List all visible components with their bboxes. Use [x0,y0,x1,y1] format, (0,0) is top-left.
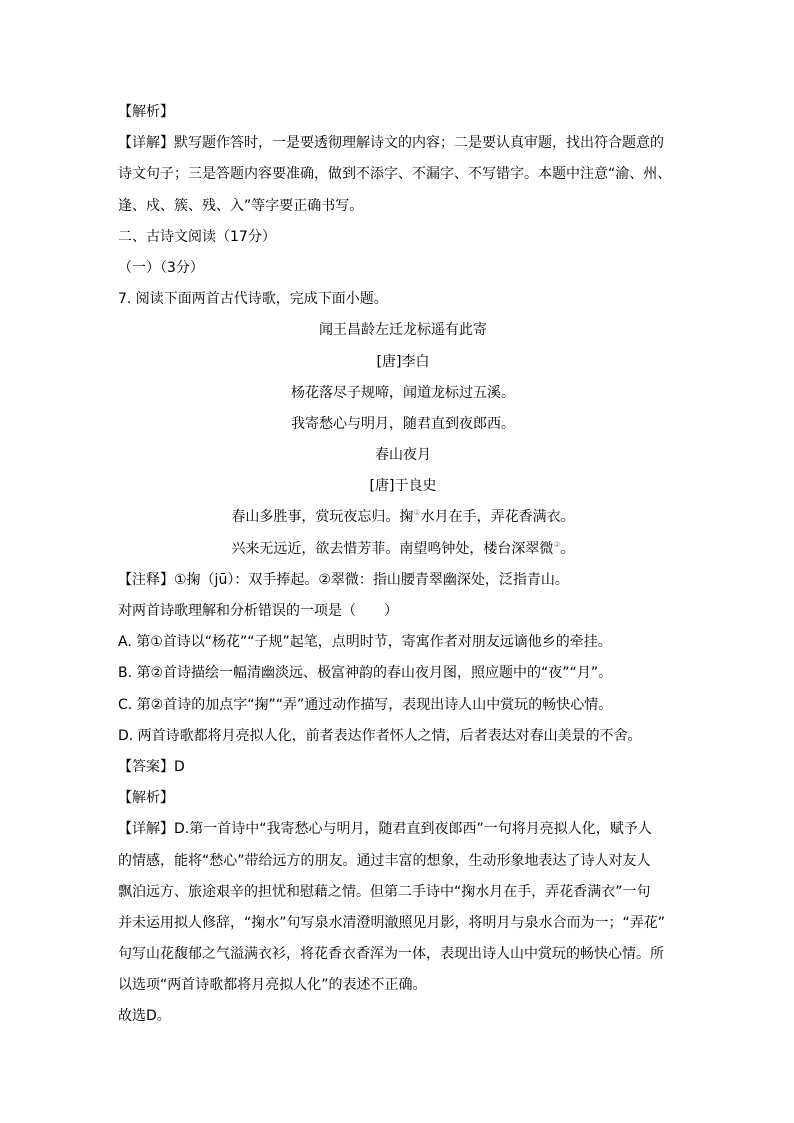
poem2-line [118,502,688,533]
detail-line: 句写山花馥郁之气溢满衣衫，将花香衣香浑为一体，表现出诗人山中赏玩的畅快心情。所 [118,946,664,963]
poem1-line: 杨花落尽子规啼，闻道龙标过五溪。 [291,384,515,401]
detail-line: 诗文句子；三是答题内容要准确，做到不添字、不漏字、不写错字。本题中注意“渝、州、 [118,166,672,183]
detail-text: 默写题作答时，一是要透彻理解诗文的内容；二是要认真审题，找出符合题意的 [174,135,664,152]
poem1-line: 我寄愁心与明月，随君直到夜郎西。 [291,415,515,432]
detail-line: 以选项“两首诗歌都将月亮拟人化”的表述不正确。 [118,977,427,994]
question-stem: 7. 阅读下面两首古代诗歌，完成下面小题。 [118,291,388,308]
detail-line: 的情感，能将“愁心”带给远方的朋友。通过丰富的想象，生动形象地表达了诗人对友人 [118,852,651,869]
poem-text: 水月在手，弄花香满衣。 [420,509,575,526]
section-title: 二、古诗文阅读（17分） [118,228,276,245]
option-c: C. 第②首诗的加点字“掬”“弄”通过动作描写，表现出诗人山中赏玩的畅快心情。 [118,696,613,713]
analysis-heading: 【解析】 [118,790,174,807]
notes [118,565,688,596]
detail-line: 飘泊远方、旅途艰辛的担忧和慰藉之情。但第二手诗中“掬水月在手，弄花香满衣”一句 [118,883,651,900]
poem2-title: 春山夜月 [375,447,431,464]
detail-line [118,814,688,845]
analysis-heading: 【解析】 [118,104,174,120]
question-prompt: 对两首诗歌理解和分析错误的一项是（ ） [118,603,398,619]
detail-label: 【详解】 [118,135,174,152]
answer [118,752,688,783]
poem2-line [118,534,688,565]
subsection-title: （一）（3分） [118,259,204,276]
notes-text: ①掬（jū）：双手捧起。②翠微：指山腰青翠幽深处，泛指青山。 [174,571,569,588]
detail-line [118,128,688,159]
document-page [118,97,688,1033]
footnote-marker: ② [553,539,561,549]
poem1-author: [唐]李白 [376,353,430,370]
detail-line: 并未运用拟人修辞，“掬水”句写泉水清澄明澈照见月影，将明月与泉水合而为一；“弄花” [118,914,666,931]
notes-label: 【注释】 [118,571,174,588]
detail-text: D.第一首诗中“我寄愁心与明月，随君直到夜郎西”一句将月亮拟人化，赋予人 [174,821,652,838]
answer-label: 【答案】 [118,758,174,775]
detail-line: 逢、戍、簇、残、入”等字要正确书写。 [118,197,364,214]
poem-text: 春山多胜事，赏玩夜忘归。掬 [231,509,414,526]
conclusion: 故选D。 [118,1008,171,1025]
answer-value: D [174,758,185,775]
detail-label: 【详解】 [118,821,174,838]
option-a: A. 第①首诗以“杨花”“子规”起笔，点明时节，寄寓作者对朋友远谪他乡的牵挂。 [118,634,612,651]
option-b: B. 第②首诗描绘一幅清幽淡远、极富神韵的春山夜月图，照应题中的“夜”“月”。 [118,665,613,682]
poem-text: 兴来无远近，欲去惜芳菲。南望鸣钟处，楼台深翠微 [231,540,554,557]
poem1-title: 闻王昌龄左迁龙标遥有此寄 [319,322,487,339]
option-d: D. 两首诗歌都将月亮拟人化，前者表达作者怀人之情，后者表达对春山美景的不舍。 [118,727,642,744]
poem-text: 。 [560,540,575,557]
poem2-author: [唐]于良史 [369,478,437,495]
footnote-marker: ① [413,508,421,518]
